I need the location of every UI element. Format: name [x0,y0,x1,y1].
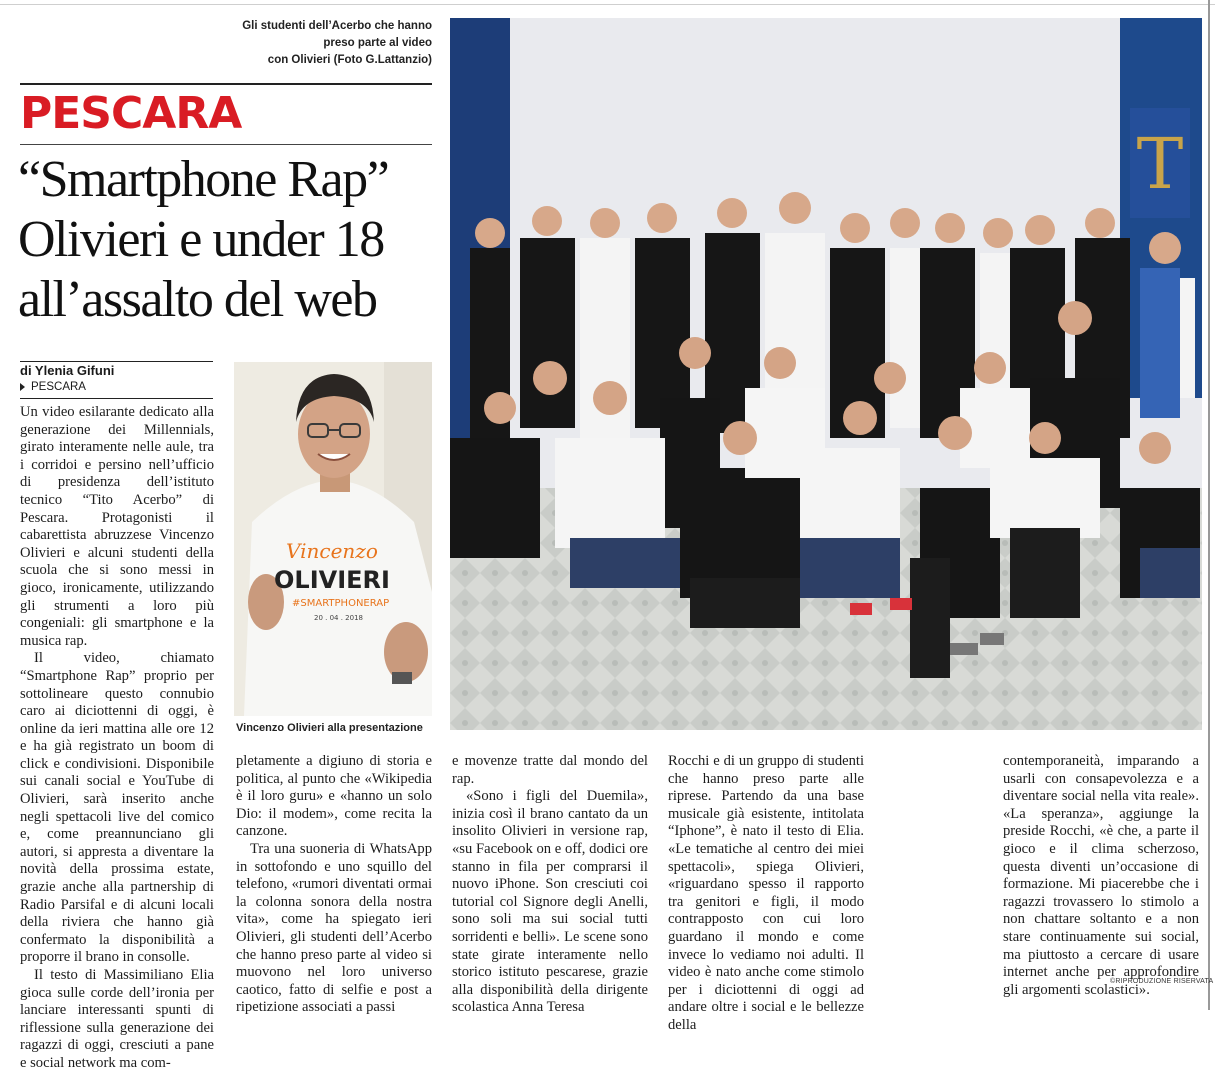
paragraph: e movenze tratte dal mondo del rap. [452,753,648,787]
shirt-name-text: OLIVIERI [274,566,390,594]
paragraph: Un video esilarante dedicato alla generazione dei Millennials, girato interamente nelle aule, tra i corridoi e persino nell’ufficio di presidenza dell’istituto tecnico “Tito Acerbo” di Pescara. Protagonisti il cabarettista abruzzese Vincenzo Olivieri e alcuni studenti della scuola che si sono messi in gioco, ironicamente, utilizzando gli strumenti a loro più congeniali: gli smartphone e la musica rap. [20,404,214,649]
byline-rule-bottom [20,398,213,399]
caption-line: preso parte al video [323,37,432,49]
article-column-5 [1003,753,1199,999]
byline: di Ylenia Gifuni [20,363,115,378]
article-column-4 [668,753,864,1035]
page-edge [1208,0,1210,1010]
svg-text:T: T [1136,123,1184,205]
paragraph: Rocchi e di un gruppo di studenti che hanno preso parte alle riprese. Partendo da una base musicale già esistente, intitolata “Iphone”, è nato il testo di Elia. «Le tematiche al centro dei miei spettacoli», spiega Olivieri, «riguardano spesso il rapporto tra genitori e figli, il modo contrapposto con cui loro guardano il mondo e come invece lo vediamo noi adulti. Il video è nato anche come stimolo per i diciottenni di oggi ad andare oltre i social e le bellezze della [668,753,864,1033]
photo-caption-top [240,18,432,69]
group-photo [450,18,1202,730]
headline-line: all’assalto del web [18,271,377,328]
section-label: PESCARA [20,88,242,139]
headline [18,150,438,330]
section-underline [20,144,432,145]
shirt-date-text: 20 . 04 . 2018 [314,614,363,622]
group-photo-illustration [450,18,1202,730]
byline-rule [20,361,213,362]
paragraph: pletamente a digiuno di storia e politica, al punto che «Wikipedia è il loro guru» e «hanno un solo Dio: il modem», come recita la canzone. [236,753,432,840]
section-rule [20,83,432,85]
dateline-text: PESCARA [31,381,86,393]
paragraph: Il video, chiamato “Smartphone Rap” proprio per sottolineare questo connubio caro ai diciottenni di oggi, è online da ieri mattina alle ore 12 e ha già registrato un boom di click e condivisioni. Disponibile sui canali social e YouTube di Olivieri, sarà inserito anche negli spettacoli live del comico e, come preannunciano gli autori, si appresta a diventare la novità della prossima estate, grazie anche alla partnership di Radio Parsifal e di alcuni locali della riviera che hanno già confermato la disponibilità a proporre il brano in consolle. [20,650,214,966]
dateline-marker-icon [20,383,25,391]
paragraph: «Sono i figli del Duemila», inizia così il brano cantato da un insolito Olivieri in versione rap, «su Facebook on e off, dodici ore stanno in fila per comprarsi il nuovo iPhone. Son cresciuti coi tutorial col Signore degli Anelli, sono soli ma sui social tutti sorridenti e belli». Le scene sono state girate interamente nello storico istituto pescarese, grazie alla disponibilità della dirigente scolastica Anna Teresa [452,788,648,1016]
article-column-3 [452,753,648,1017]
portrait-photo [234,362,432,716]
copyright-credit: ©RIPRODUZIONE RISERVATA [1110,978,1214,985]
headline-line: “Smartphone Rap” [18,151,389,208]
paragraph: Tra una suoneria di WhatsApp in sottofondo e uno squillo del telefono, «rumori diventati ormai la colonna sonora della nostra vita», come ha spiegato ieri Olivieri, gli studenti dell’Acerbo che hanno preso parte al video si muovono nel loro universo caotico, fatto di selfie e post a ripetizione associati a passi [236,840,432,1016]
paragraph: contemporaneità, imparando a usarli con consapevolezza e a diventare social nella vita reale». «La speranza», aggiunge la preside Rocchi, «è che, a parte il gioco e il clima scherzoso, questa diventi un’occasione di formazione. Mi piacerebbe che i ragazzi trovassero lo stimolo a non chattare soltanto e a non stare continuamente sui social, ma piuttosto a cercare di usare internet anche per approfondire gli argomenti scolastici». [1003,753,1199,998]
shirt-script-text: Vincenzo [286,539,378,563]
headline-line: Olivieri e under 18 [18,211,384,268]
caption-line: con Olivieri (Foto G.Lattanzio) [267,54,432,66]
paragraph: Il testo di Massimiliano Elia gioca sulle corde dell’ironia per lanciare interessanti spunti di riflessione sulla generazione dei ragazzi di oggi, cresciuti a pane e social network ma com- [20,967,214,1071]
caption-line: Gli studenti dell’Acerbo che hanno [242,20,432,32]
top-border [0,4,1215,5]
portrait-caption: Vincenzo Olivieri alla presentazione [236,722,423,734]
portrait-illustration [234,362,432,716]
shirt-tag-text: #SMARTPHONERAP [292,598,390,609]
dateline [20,381,86,393]
article-column-1 [20,404,214,1073]
article-column-2 [236,753,432,1017]
